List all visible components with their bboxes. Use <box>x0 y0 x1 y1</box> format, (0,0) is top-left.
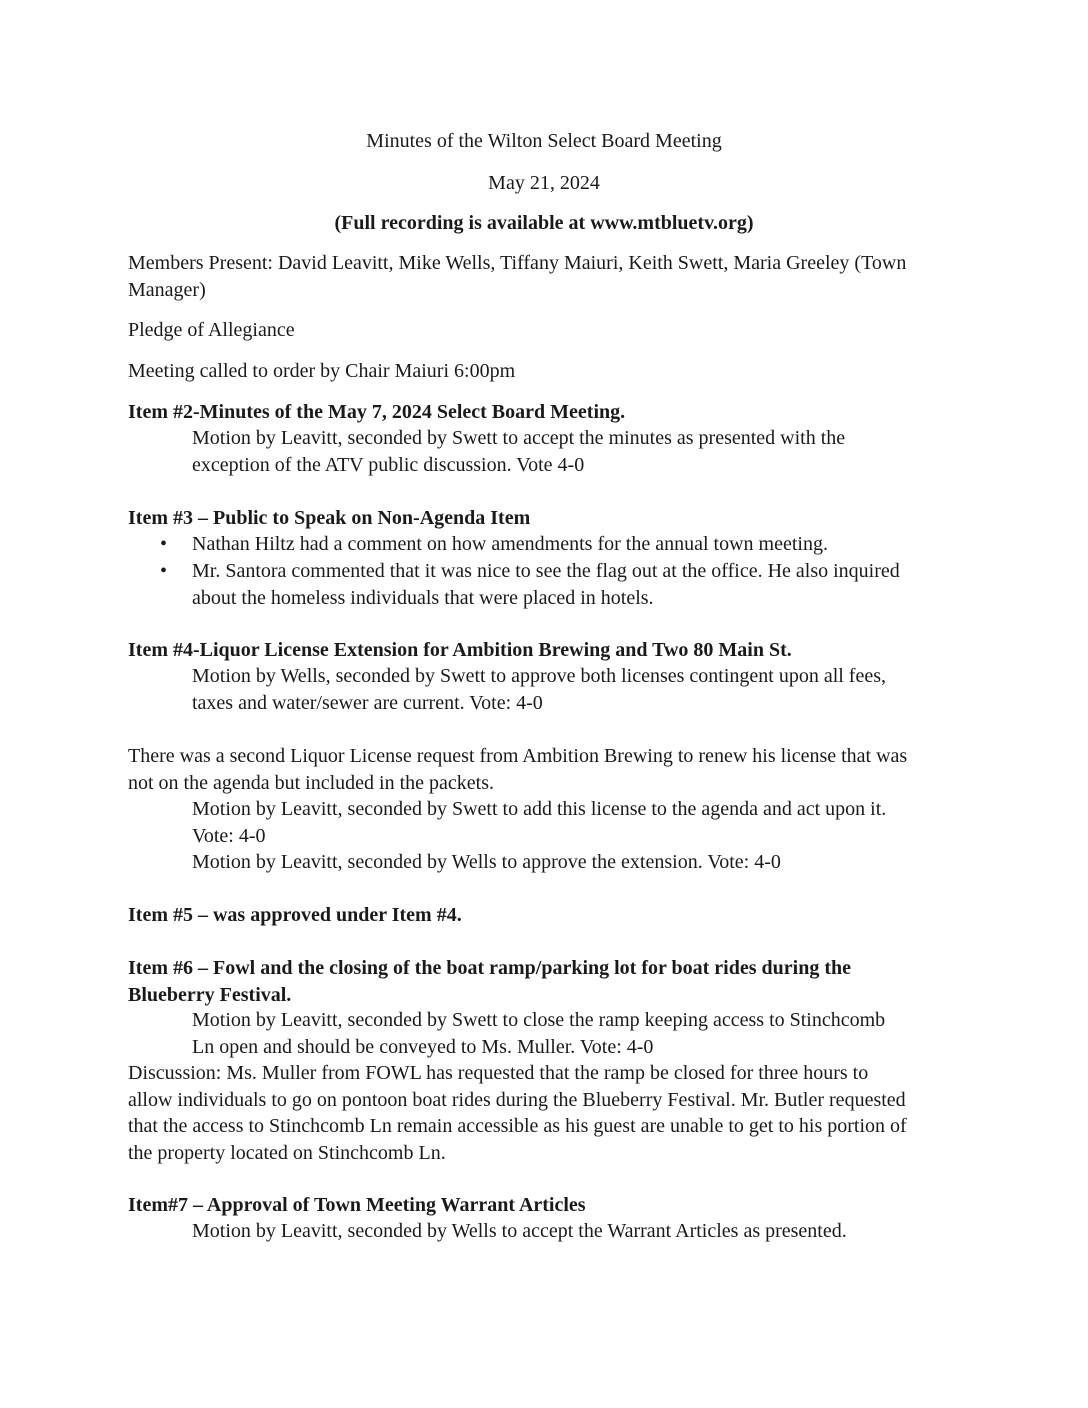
pledge-line: Pledge of Allegiance <box>128 319 295 341</box>
members-present-line: Members Present: David Leavitt, Mike Wells, Tiffany Maiuri, Keith Swett, Maria Greeley (Town <box>128 252 907 274</box>
item2-heading: Item #2-Minutes of the May 7, 2024 Select Board Meeting. <box>128 401 626 423</box>
item6-heading <box>128 955 968 1008</box>
members-present <box>128 250 968 303</box>
meeting-date: May 21, 2024 <box>488 172 600 194</box>
item7-motion: Motion by Leavitt, seconded by Wells to accept the Warrant Articles as presented. <box>192 1220 847 1242</box>
motion-line: Motion by Wells, seconded by Swett to approve both licenses contingent upon all fees, <box>192 665 887 687</box>
motion-line: Vote: 4-0 <box>192 824 266 847</box>
heading-line: Item #6 – Fowl and the closing of the boat ramp/parking lot for boat rides during the <box>128 957 851 979</box>
motion-line: Motion by Leavitt, seconded by Swett to accept the minutes as presented with the <box>192 427 846 449</box>
paragraph-line: Discussion: Ms. Muller from FOWL has requested that the ramp be closed for three hours to <box>128 1062 869 1084</box>
item4-motion-2 <box>192 796 968 849</box>
motion-line: exception of the ATV public discussion. Vote 4-0 <box>192 453 585 476</box>
item3-bullet-1: Nathan Hiltz had a comment on how amendments for the annual town meeting. <box>192 533 828 555</box>
paragraph-line: that the access to Stinchcomb Ln remain accessible as his guest are unable to get to his portion of <box>128 1115 907 1137</box>
members-present-line: Manager) <box>128 278 206 301</box>
call-to-order: Meeting called to order by Chair Maiuri 6:00pm <box>128 360 516 382</box>
bullet-line: Mr. Santora commented that it was nice to see the flag out at the office. He also inquired <box>192 560 900 582</box>
item3-bullet-2 <box>192 558 968 611</box>
item6-discussion <box>128 1060 968 1166</box>
heading-line: Blueberry Festival. <box>128 983 292 1006</box>
paragraph-line: There was a second Liquor License request from Ambition Brewing to renew his license that was <box>128 745 908 767</box>
document-title: Minutes of the Wilton Select Board Meeting <box>366 130 722 152</box>
item4-motion-3: Motion by Leavitt, seconded by Wells to approve the extension. Vote: 4-0 <box>192 851 781 873</box>
motion-line: taxes and water/sewer are current. Vote: 4-0 <box>192 691 543 714</box>
bullet-marker: • <box>160 533 168 555</box>
item6-motion <box>192 1007 968 1060</box>
item4-motion <box>192 663 968 716</box>
paragraph-line: not on the agenda but included in the packets. <box>128 771 495 794</box>
motion-line: Motion by Leavitt, seconded by Swett to close the ramp keeping access to Stinchcomb <box>192 1009 886 1031</box>
item4-second-request <box>128 743 968 796</box>
item4-heading: Item #4-Liquor License Extension for Ambition Brewing and Two 80 Main St. <box>128 639 792 661</box>
item3-heading: Item #3 – Public to Speak on Non-Agenda Item <box>128 507 531 529</box>
item5-heading: Item #5 – was approved under Item #4. <box>128 904 462 926</box>
item7-heading: Item#7 – Approval of Town Meeting Warrant Articles <box>128 1194 586 1216</box>
bullet-line: about the homeless individuals that were placed in hotels. <box>192 586 654 609</box>
motion-line: Ln open and should be conveyed to Ms. Muller. Vote: 4-0 <box>192 1035 654 1058</box>
recording-note: (Full recording is available at www.mtbluetv.org) <box>334 212 754 234</box>
paragraph-line: the property located on Stinchcomb Ln. <box>128 1141 446 1164</box>
motion-line: Motion by Leavitt, seconded by Swett to add this license to the agenda and act upon it. <box>192 798 887 820</box>
paragraph-line: allow individuals to go on pontoon boat rides during the Blueberry Festival. Mr. Butler requested <box>128 1088 906 1111</box>
bullet-marker: • <box>160 560 168 582</box>
item2-motion <box>192 425 968 478</box>
